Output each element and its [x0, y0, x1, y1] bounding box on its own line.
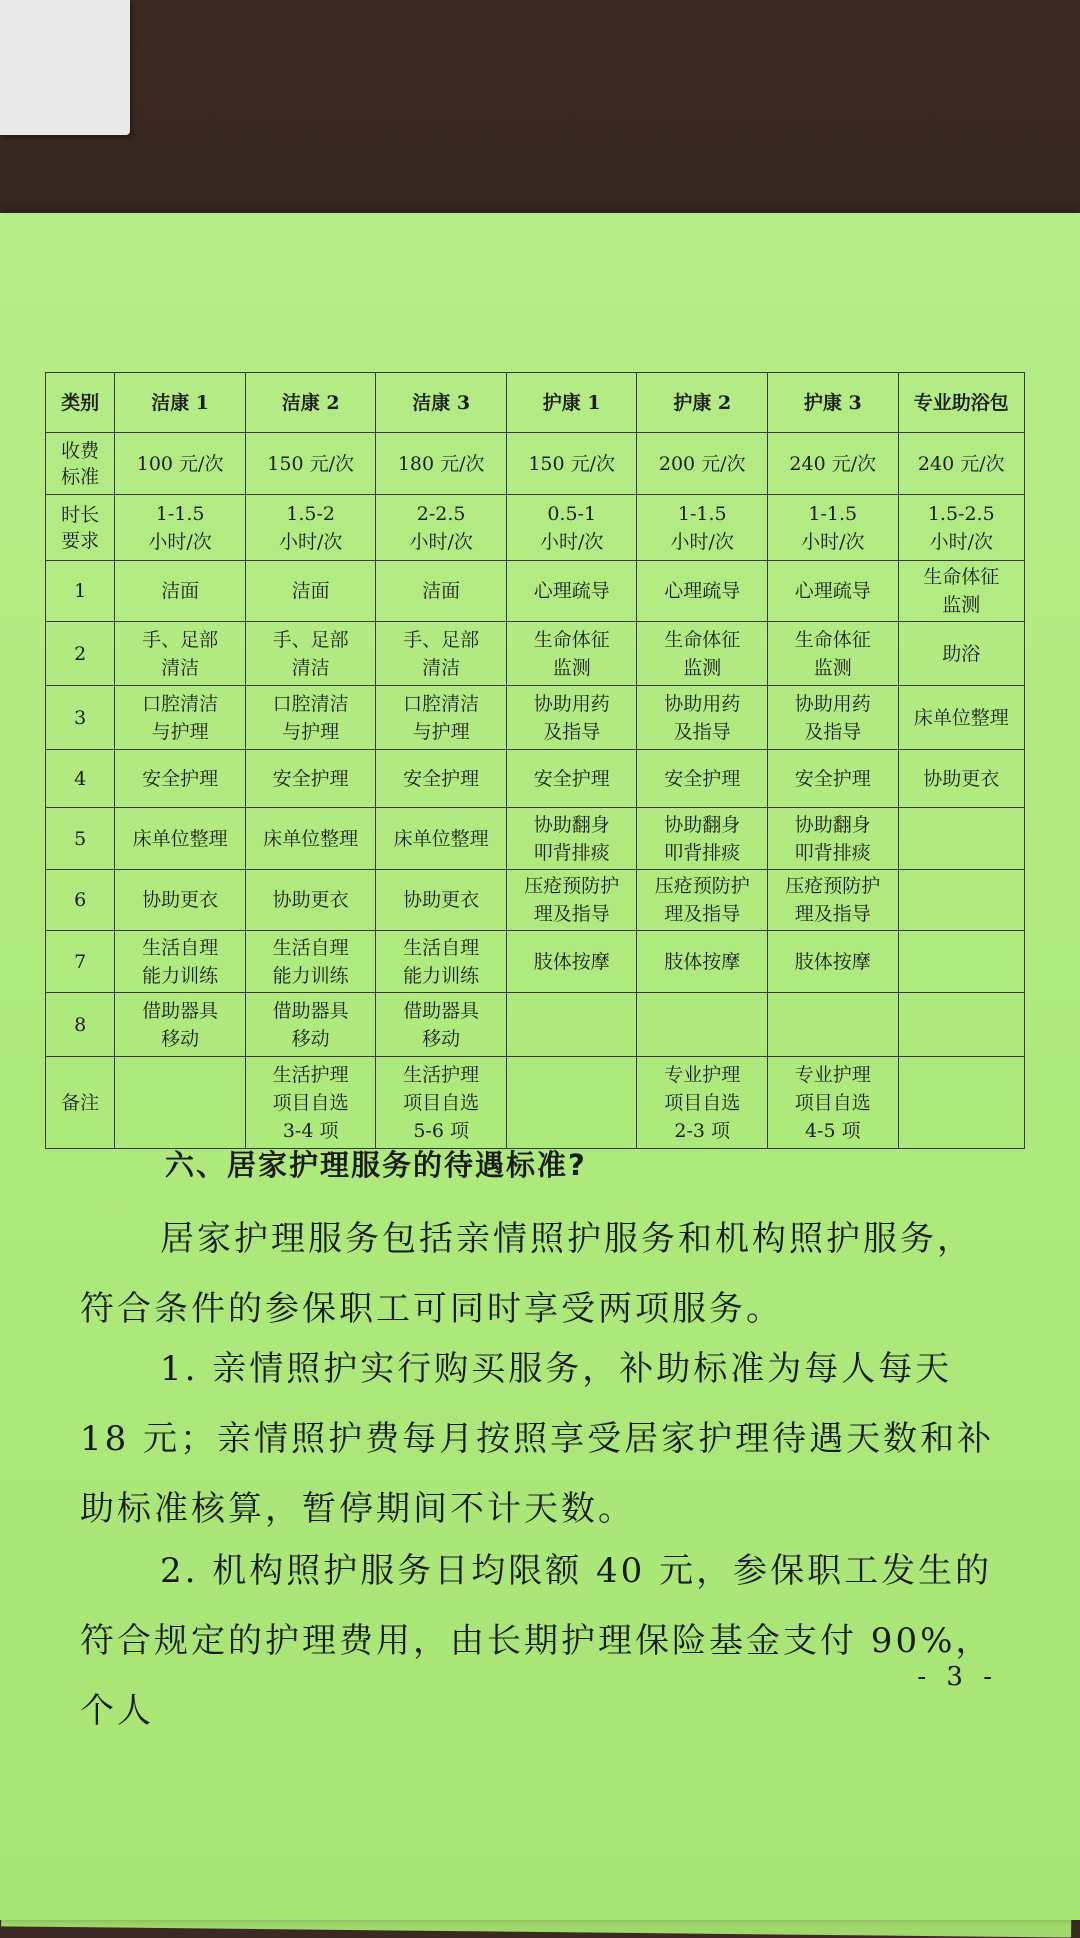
table-cell: 180 元/次	[376, 433, 507, 495]
section-heading: 六、居家护理服务的待遇标准?	[165, 1148, 587, 1182]
header-cell-hukang-3: 护康 3	[768, 373, 899, 433]
table-cell: 安全护理	[768, 750, 899, 808]
table-cell: 安全护理	[376, 750, 507, 808]
row-label: 6	[46, 870, 115, 931]
table-row	[46, 931, 1025, 993]
table-cell: 0.5-1 小时/次	[506, 495, 637, 561]
table-cell: 1-1.5 小时/次	[115, 495, 246, 561]
table-cell: 生命体征 监测	[506, 622, 637, 686]
table-cell	[898, 808, 1024, 870]
table-cell: 肢体按摩	[506, 931, 637, 993]
table-cell	[898, 1057, 1024, 1149]
service-table	[45, 372, 1025, 1149]
table-cell: 协助更衣	[376, 870, 507, 931]
table-cell: 生命体征 监测	[637, 622, 768, 686]
table-cell: 1-1.5 小时/次	[637, 495, 768, 561]
table-cell	[898, 931, 1024, 993]
table-row	[46, 686, 1025, 750]
table-cell: 生命体征 监测	[768, 622, 899, 686]
table-row	[46, 622, 1025, 686]
table-cell: 床单位整理	[245, 808, 376, 870]
table-cell: 手、足部 清洁	[245, 622, 376, 686]
row-label: 3	[46, 686, 115, 750]
table-cell: 口腔清洁 与护理	[245, 686, 376, 750]
table-row	[46, 750, 1025, 808]
table-cell: 生活自理 能力训练	[115, 931, 246, 993]
table-cell: 压疮预防护 理及指导	[637, 870, 768, 931]
table-cell: 100 元/次	[115, 433, 246, 495]
table-cell: 借助器具 移动	[376, 993, 507, 1057]
table-cell: 肢体按摩	[768, 931, 899, 993]
row-label: 2	[46, 622, 115, 686]
row-label: 备注	[46, 1057, 115, 1149]
header-cell-jiekang-1: 洁康 1	[115, 373, 246, 433]
table-cell	[637, 993, 768, 1057]
table-row	[46, 808, 1025, 870]
table-cell: 床单位整理	[898, 686, 1024, 750]
table-cell: 肢体按摩	[637, 931, 768, 993]
table-cell: 生活自理 能力训练	[376, 931, 507, 993]
table-cell: 协助翻身 叩背排痰	[768, 808, 899, 870]
header-cell-category: 类别	[46, 373, 115, 433]
table-cell: 协助更衣	[245, 870, 376, 931]
header-cell-bath-package: 专业助浴包	[898, 373, 1024, 433]
table-cell	[898, 993, 1024, 1057]
table-row	[46, 870, 1025, 931]
table-cell: 240 元/次	[898, 433, 1024, 495]
table-cell: 协助翻身 叩背排痰	[506, 808, 637, 870]
header-cell-jiekang-3: 洁康 3	[376, 373, 507, 433]
paragraph-item-2: 2. 机构照护服务日均限额 40 元，参保职工发生的符合规定的护理费用，由长期护理保险基金支付 90%，个人	[80, 1551, 993, 1731]
table-cell: 生活护理 项目自选 5-6 项	[376, 1057, 507, 1149]
header-cell-hukang-2: 护康 2	[637, 373, 768, 433]
table-cell: 协助用药 及指导	[768, 686, 899, 750]
table-cell: 口腔清洁 与护理	[376, 686, 507, 750]
table-cell: 1-1.5 小时/次	[768, 495, 899, 561]
table-cell: 200 元/次	[637, 433, 768, 495]
table-cell: 150 元/次	[245, 433, 376, 495]
table-cell: 240 元/次	[768, 433, 899, 495]
background-white-sheet	[0, 0, 130, 135]
table-cell: 安全护理	[115, 750, 246, 808]
table-cell: 口腔清洁 与护理	[115, 686, 246, 750]
table-cell: 生命体征 监测	[898, 561, 1024, 622]
table-cell: 2-2.5 小时/次	[376, 495, 507, 561]
table-row	[46, 993, 1025, 1057]
table-cell: 心理疏导	[637, 561, 768, 622]
table-cell: 安全护理	[245, 750, 376, 808]
page-number: - 3 -	[917, 1662, 998, 1692]
table-cell: 协助用药 及指导	[637, 686, 768, 750]
table-cell: 洁面	[376, 561, 507, 622]
header-cell-jiekang-2: 洁康 2	[245, 373, 376, 433]
table-cell	[506, 1057, 637, 1149]
table-cell: 洁面	[115, 561, 246, 622]
table-cell: 床单位整理	[376, 808, 507, 870]
table-cell: 压疮预防护 理及指导	[506, 870, 637, 931]
table-cell	[898, 870, 1024, 931]
table-cell: 压疮预防护 理及指导	[768, 870, 899, 931]
table-row	[46, 1057, 1025, 1149]
table-cell: 150 元/次	[506, 433, 637, 495]
table-cell: 专业护理 项目自选 4-5 项	[768, 1057, 899, 1149]
table-cell	[115, 1057, 246, 1149]
row-label: 8	[46, 993, 115, 1057]
table-cell: 手、足部 清洁	[115, 622, 246, 686]
paragraph-item-1: 1. 亲情照护实行购买服务，补助标准为每人每天 18 元；亲情照护费每月按照享受居家护理待遇天数和补助标准核算，暂停期间不计天数。	[80, 1349, 995, 1529]
table-header-row	[46, 373, 1025, 433]
table-cell: 1.5-2 小时/次	[245, 495, 376, 561]
table-cell: 安全护理	[637, 750, 768, 808]
table-cell: 协助更衣	[898, 750, 1024, 808]
paragraph-intro: 居家护理服务包括亲情照护服务和机构照护服务，符合条件的参保职工可同时享受两项服务。	[80, 1219, 974, 1329]
table-cell	[506, 993, 637, 1057]
table-cell: 1.5-2.5 小时/次	[898, 495, 1024, 561]
table-cell: 心理疏导	[506, 561, 637, 622]
table-cell: 心理疏导	[768, 561, 899, 622]
header-cell-hukang-1: 护康 1	[506, 373, 637, 433]
row-label: 4	[46, 750, 115, 808]
table-cell: 助浴	[898, 622, 1024, 686]
table-cell: 洁面	[245, 561, 376, 622]
table-row	[46, 561, 1025, 622]
table-cell: 协助更衣	[115, 870, 246, 931]
table-cell: 借助器具 移动	[115, 993, 246, 1057]
table-cell: 床单位整理	[115, 808, 246, 870]
table-cell: 生活护理 项目自选 3-4 项	[245, 1057, 376, 1149]
row-label: 时长 要求	[46, 495, 115, 561]
table-cell: 协助用药 及指导	[506, 686, 637, 750]
table-cell: 安全护理	[506, 750, 637, 808]
row-label: 5	[46, 808, 115, 870]
table-cell: 专业护理 项目自选 2-3 项	[637, 1057, 768, 1149]
table-cell: 借助器具 移动	[245, 993, 376, 1057]
row-label: 7	[46, 931, 115, 993]
row-label: 1	[46, 561, 115, 622]
table-cell: 协助翻身 叩背排痰	[637, 808, 768, 870]
table-cell	[768, 993, 899, 1057]
row-label: 收费 标准	[46, 433, 115, 495]
table-row	[46, 495, 1025, 561]
table-row	[46, 433, 1025, 495]
table-cell: 手、足部 清洁	[376, 622, 507, 686]
table-cell: 生活自理 能力训练	[245, 931, 376, 993]
